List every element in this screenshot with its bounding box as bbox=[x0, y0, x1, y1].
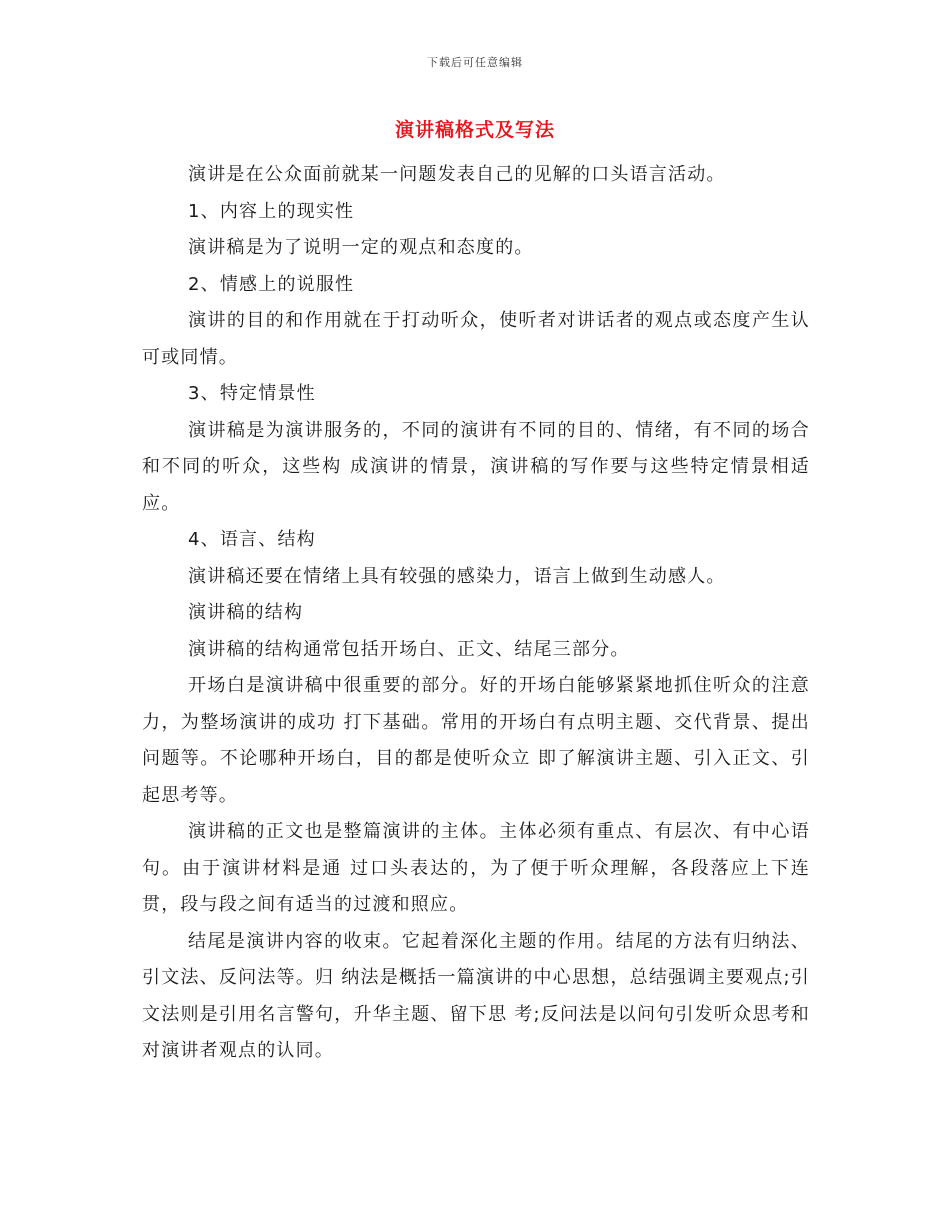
section-heading-structure: 演讲稿的结构 bbox=[188, 602, 304, 623]
section-heading-1: 1、内容上的现实性 bbox=[188, 200, 355, 222]
section-heading-2: 2、情感上的说服性 bbox=[188, 273, 355, 295]
paragraph: 演讲稿是为演讲服务的，不同的演讲有不同的目的、情绪，有不同的场合和不同的听众，这些构 成演讲的情景，演讲稿的写作要与这些特定情景相适应。 bbox=[142, 419, 810, 514]
document-body bbox=[142, 157, 810, 1070]
paragraph-opening: 开场白是演讲稿中很重要的部分。好的开场白能够紧紧地抓住听众的注意力，为整场演讲的成功 打下基础。常用的开场白有点明主题、交代背景、提出问题等。不论哪种开场白，目的都是使听众立 即了解演讲主题、引入正文、引起思考等。 bbox=[142, 675, 810, 806]
paragraph: 演讲稿是为了说明一定的观点和态度的。 bbox=[188, 237, 534, 258]
section-heading-4: 4、语言、结构 bbox=[188, 529, 316, 550]
paragraph-intro: 演讲是在公众面前就某一问题发表自己的见解的口头语言活动。 bbox=[188, 164, 726, 185]
paragraph: 演讲稿还要在情绪上具有较强的感染力，语言上做到生动感人。 bbox=[188, 565, 726, 587]
paragraph-ending: 结尾是演讲内容的收束。它起着深化主题的作用。结尾的方法有归纳法、引文法、反问法等。归 纳法是概括一篇演讲的中心思想，总结强调主要观点;引文法则是引用名言警句，升华主题、留下思 考;反问法是以问句引发听众思考和对演讲者观点的认同。 bbox=[142, 930, 810, 1061]
section-heading-3: 3、特定情景性 bbox=[188, 383, 316, 404]
paragraph-main-body: 演讲稿的正文也是整篇演讲的主体。主体必须有重点、有层次、有中心语句。由于演讲材料是通 过口头表达的，为了便于听众理解，各段落应上下连贯，段与段之间有适当的过渡和照应。 bbox=[142, 821, 810, 915]
header-note: 下载后可任意编辑 bbox=[427, 56, 523, 69]
paragraph: 演讲的目的和作用就在于打动听众，使听者对讲话者的观点或态度产生认可或同情。 bbox=[142, 310, 810, 368]
document-title: 演讲稿格式及写法 bbox=[394, 119, 555, 141]
paragraph: 演讲稿的结构通常包括开场白、正文、结尾三部分。 bbox=[188, 638, 630, 660]
